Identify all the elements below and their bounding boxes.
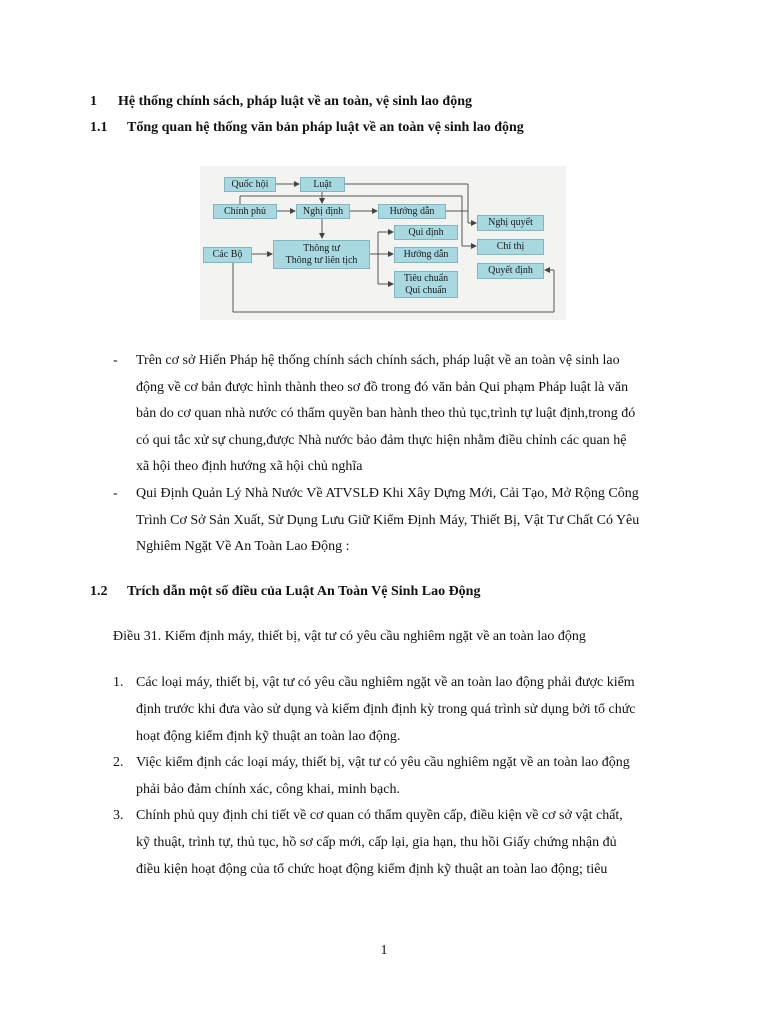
legal-system-diagram: [200, 166, 566, 320]
paragraph-line: Trình Cơ Sở Sản Xuất, Sử Dụng Lưu Giữ Kiểm Định Máy, Thiết Bị, Vật Tư Chất Có Yêu: [136, 512, 640, 528]
node-qui-dinh: Qui định: [394, 225, 458, 240]
list-item-line: hoạt động kiểm định kỹ thuật an toàn lao động.: [136, 729, 401, 744]
paragraph-line: Trên cơ sở Hiến Pháp hệ thống chính sách chính sách, pháp luật về an toàn vệ sinh lao: [136, 353, 620, 368]
list-item-line: phải bảo đảm chính xác, công khai, minh bạch.: [136, 782, 400, 797]
page-number: 1: [380, 943, 388, 958]
list-item-2: [136, 749, 684, 803]
paragraph-line: bản do cơ quan nhà nước có thẩm quyền ban hành theo thủ tục,trình tự luật định,trong đó: [136, 406, 636, 421]
list-item-line: định trước khi đưa vào sử dụng và kiểm định định kỳ trong quá trình sử dụng bởi tổ chức: [136, 702, 636, 717]
section-title: Tổng quan hệ thống văn bản pháp luật về an toàn vệ sinh lao động: [127, 120, 524, 135]
node-huong-dan-2: Hướng dẫn: [394, 247, 458, 263]
bullet-paragraph-2: [136, 481, 684, 561]
node-tieu-chuan-line-1: Tiêu chuẩn: [403, 272, 449, 284]
section-heading-1-2: [90, 584, 480, 600]
node-chinh-phu: Chính phủ: [213, 204, 277, 219]
list-item-number: 1.: [113, 675, 124, 690]
bullet-marker: -: [113, 353, 118, 368]
node-chi-thi: Chỉ thị: [477, 239, 544, 255]
list-item-number: 3.: [113, 808, 124, 823]
node-tieu-chuan: [394, 271, 458, 298]
list-item-line: Các loại máy, thiết bị, vật tư có yêu cầu nghiêm ngặt về an toàn lao động phải được kiểm: [136, 675, 635, 690]
node-cac-bo: Các Bộ: [203, 247, 252, 263]
node-luat: Luật: [300, 177, 345, 192]
section-number: 1.1: [90, 120, 108, 135]
node-nghi-quyet: Nghị quyết: [477, 215, 544, 231]
paragraph-line: Nghiêm Ngặt Về An Toàn Lao Động :: [136, 539, 350, 554]
node-nghi-dinh: Nghị định: [296, 204, 350, 219]
list-item-line: Chính phủ quy định chi tiết về cơ quan có thẩm quyền cấp, điều kiện về cơ sở vật chất,: [136, 808, 623, 823]
section-number: 1.2: [90, 584, 108, 599]
node-huong-dan-1: Hướng dẫn: [378, 204, 446, 219]
node-tieu-chuan-line-2: Qui chuẩn: [405, 284, 447, 296]
node-thong-tu-line-2: Thông tư liên tịch: [285, 254, 358, 266]
section-number: 1: [90, 94, 97, 109]
list-item-line: kỹ thuật, trình tự, thủ tục, hồ sơ cấp mới, cấp lại, gia hạn, thu hồi Giấy chứng nhận đủ: [136, 835, 617, 850]
paragraph-line: Qui Định Quản Lý Nhà Nước Về ATVSLĐ Khi Xây Dựng Mới, Cải Tạo, Mở Rộng Công: [136, 486, 639, 501]
paragraph-line: động về cơ bản được hình thành theo sơ đồ trong đó văn bản Qui phạm Pháp luật là văn: [136, 379, 629, 395]
node-quoc-hoi: Quốc hội: [224, 177, 276, 192]
article-31-title: Điều 31. Kiểm định máy, thiết bị, vật tư có yêu cầu nghiêm ngặt về an toàn lao động: [113, 629, 586, 644]
list-item-number: 2.: [113, 755, 124, 770]
paragraph-line: có qui tắc xử sự chung,được Nhà nước bảo đảm thực hiện nhằm điều chỉnh các quan hệ: [136, 432, 627, 448]
list-item-line: Việc kiểm định các loại máy, thiết bị, vật tư có yêu cầu nghiêm ngặt về an toàn lao động: [136, 755, 630, 770]
section-title: Hệ thống chính sách, pháp luật về an toàn, vệ sinh lao động: [118, 94, 472, 109]
list-item-line: điều kiện hoạt động của tổ chức hoạt động kiểm định kỹ thuật an toàn lao động; tiêu: [136, 862, 608, 877]
list-item-1: [136, 669, 684, 750]
section-title: Trích dẫn một số điều của Luật An Toàn Vệ Sinh Lao Động: [127, 584, 481, 599]
bullet-marker: -: [113, 486, 118, 501]
paragraph-line: xã hội theo định hướng xã hội chủ nghĩa: [136, 459, 363, 474]
list-item-3: [136, 802, 684, 883]
node-quyet-dinh: Quyết định: [477, 263, 544, 279]
bullet-paragraph-1: [136, 348, 684, 481]
node-thong-tu: [273, 240, 370, 269]
node-thong-tu-line-1: Thông tư: [303, 242, 340, 254]
section-heading-1-1: [90, 120, 524, 136]
section-heading-1: [90, 94, 472, 110]
